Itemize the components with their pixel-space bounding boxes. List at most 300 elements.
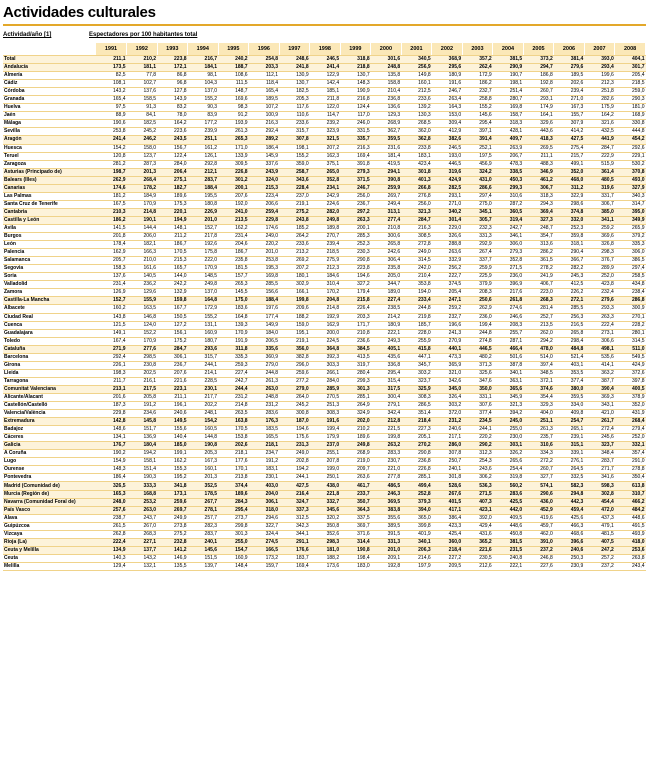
value-cell: 217,5 [127,385,158,393]
value-cell: 271,5 [462,490,493,498]
row-label: Ceuta [3,554,96,562]
value-cell: 184,1 [188,64,219,72]
value-cell: 370,8 [615,168,646,176]
value-cell: 172,9 [188,305,219,313]
row-label: Cataluña [3,345,96,353]
value-cell: 216,7 [188,56,219,64]
value-cell: 162,9 [310,321,341,329]
value-cell: 390,8 [371,176,402,184]
value-cell: 222,1 [371,329,402,337]
value-cell: 279,0 [249,361,280,369]
value-cell: 332,7 [310,498,341,506]
year-header-2002: 2002 [432,43,463,56]
value-cell: 279,1 [371,402,402,410]
value-cell: 157,7 [218,273,249,281]
value-cell: 352,8 [493,257,524,265]
row-label: Sevilla [3,128,96,136]
value-cell: 409,5 [493,514,524,522]
value-cell: 192,8 [523,80,554,88]
value-cell: 281,2 [96,160,127,168]
row-label: Málaga [3,120,96,128]
value-cell: 218,5 [310,249,341,257]
value-cell: 350,8 [310,522,341,530]
value-cell: 83,9 [188,112,219,120]
value-cell: 222,7 [432,273,463,281]
value-cell: 166,5 [249,546,280,554]
value-cell: 162,2 [218,224,249,232]
value-cell: 268,5 [401,120,432,128]
value-cell: 251,1 [188,136,219,144]
value-cell: 478,3 [493,160,524,168]
value-cell: 321,3 [401,208,432,216]
value-cell: 202,8 [279,458,310,466]
table-row [3,152,646,160]
value-cell: 270,1 [615,313,646,321]
value-cell: 246,2 [127,136,158,144]
value-cell: 275,0 [462,200,493,208]
value-cell: 205,8 [127,393,158,401]
value-cell: 244,8 [249,369,280,377]
value-cell: 261,8 [493,297,524,305]
value-cell: 206,5 [249,337,280,345]
value-cell: 210,2 [127,56,158,64]
value-cell: 270,5 [310,393,341,401]
value-cell: 287,1 [493,337,524,345]
value-cell: 363,1 [493,377,524,385]
value-cell: 274,6 [493,305,524,313]
table-row [3,345,646,353]
value-cell: 452,9 [523,506,554,514]
row-label: Valladolid [3,281,96,289]
value-cell: 265,3 [218,281,249,289]
value-cell: 300,4 [371,393,402,401]
year-header-2006: 2006 [554,43,585,56]
value-cell: 130,3 [401,112,432,120]
table-row [3,498,646,506]
value-cell: 365,2 [462,538,493,546]
value-cell: 233,8 [401,144,432,152]
value-cell: 247,1 [432,297,463,305]
value-cell: 278,1 [188,506,219,514]
value-cell: 195,5 [188,192,219,200]
value-cell: 223,4 [249,192,280,200]
value-cell: 372,6 [615,369,646,377]
value-cell: 285,1 [401,474,432,482]
row-label: Valencia/València [3,410,96,418]
value-cell: 210,0 [127,257,158,265]
value-cell: 167,3 [554,104,585,112]
value-cell: 222,9 [584,152,615,160]
value-cell: 154,7 [218,546,249,554]
value-cell: 162,3 [310,152,341,160]
value-cell: 397,8 [615,377,646,385]
value-cell: 212,5 [401,88,432,96]
value-cell: 91,2 [218,112,249,120]
value-cell: 108,6 [218,72,249,80]
value-cell: 314,5 [401,257,432,265]
value-cell: 161,6 [127,265,158,273]
value-cell: 405,1 [371,345,402,353]
value-cell: 275,2 [279,208,310,216]
value-cell: 252,7 [523,313,554,321]
value-cell: 286,8 [615,297,646,305]
value-cell: 165,4 [96,96,127,104]
value-cell: 212,8 [371,418,402,426]
value-cell: 195,1 [279,329,310,337]
value-cell: 148,1 [157,224,188,232]
value-cell: 165,4 [249,88,280,96]
value-cell: 154,9 [96,458,127,466]
value-cell: 204,8 [310,297,341,305]
value-cell: 152,7 [96,297,127,305]
value-cell: 374,8 [554,208,585,216]
value-cell: 137,6 [96,273,127,281]
table-row [3,184,646,192]
value-cell: 195,3 [249,265,280,273]
row-label: A Coruña [3,450,96,458]
value-cell: 181,1 [127,64,158,72]
value-cell: 261,3 [218,128,249,136]
value-cell: 242,2 [157,281,188,289]
value-cell: 319,6 [584,184,615,192]
value-cell: 456,9 [462,160,493,168]
value-cell: 290,8 [401,450,432,458]
value-cell: 286,6 [462,184,493,192]
value-cell: 197,6 [249,305,280,313]
value-cell: 180,1 [279,273,310,281]
value-cell: 159,0 [279,321,310,329]
value-cell: 194,6 [340,273,371,281]
year-header-2005: 2005 [523,43,554,56]
value-cell: 274,5 [249,538,280,546]
value-cell: 224,6 [310,200,341,208]
value-cell: 191,2 [127,402,158,410]
value-cell: 285,3 [340,233,371,241]
value-cell: 396,6 [554,538,585,546]
value-cell: 220,1 [157,208,188,216]
value-cell: 177,6 [218,458,249,466]
value-cell: 404,1 [615,56,646,64]
value-cell: 392,3 [310,353,341,361]
value-cell: 192,0 [218,200,249,208]
row-label: Andalucía [3,64,96,72]
row-label: Madrid (Comunidad de) [3,482,96,490]
value-cell: 256,9 [401,64,432,72]
value-cell: 345,9 [493,393,524,401]
value-cell: 235,8 [218,257,249,265]
value-cell: 118,4 [249,80,280,88]
value-cell: 216,3 [340,144,371,152]
value-cell: 202,2 [188,402,219,410]
value-cell: 306,7 [523,184,554,192]
value-cell: 215,3 [249,184,280,192]
value-cell: 221,6 [157,377,188,385]
value-cell: 200,1 [340,224,371,232]
value-cell: 231,2 [432,418,463,426]
row-label: Las Palmas [3,192,96,200]
value-cell: 237,2 [584,562,615,570]
value-cell: 334,0 [554,402,585,410]
value-cell: 365,0 [401,514,432,522]
value-cell: 227,4 [371,297,402,305]
value-cell: 170,5 [218,426,249,434]
value-cell: 293,6 [188,345,219,353]
value-cell: 204,0 [249,490,280,498]
value-cell: 265,6 [493,458,524,466]
year-header-2000: 2000 [371,43,402,56]
value-cell: 226,1 [96,361,127,369]
value-cell: 249,0 [249,233,280,241]
value-cell: 284,0 [157,160,188,168]
value-cell: 140,3 [96,554,127,562]
table-row [3,305,646,313]
table-row [3,482,646,490]
value-cell: 183,1 [249,466,280,474]
title-rule [3,24,646,26]
value-cell: 314,7 [615,200,646,208]
value-cell: 188,4 [188,184,219,192]
value-cell: 160,1 [401,80,432,88]
table-row [3,530,646,538]
row-label: León [3,241,96,249]
value-cell: 344,7 [371,281,402,289]
value-cell: 102,7 [127,80,158,88]
value-cell: 401,3 [401,176,432,184]
value-cell: 279,6 [584,297,615,305]
value-cell: 228,0 [401,329,432,337]
row-label: Lugo [3,458,96,466]
value-cell: 397,1 [462,128,493,136]
value-cell: 404,0 [523,410,554,418]
value-cell: 182,7 [157,184,188,192]
value-cell: 202,0 [340,418,371,426]
value-cell: 148,4 [218,562,249,570]
row-label: Galicia [3,442,96,450]
table-row [3,281,646,289]
value-cell: 310,6 [523,442,554,450]
value-cell: 335,3 [218,353,249,361]
value-cell: 318,3 [523,192,554,200]
year-header-2001: 2001 [401,43,432,56]
value-cell: 396,9 [493,281,524,289]
value-cell: 307,6 [462,402,493,410]
value-cell: 295,6 [432,64,463,72]
value-cell: 217,6 [493,289,524,297]
row-label: Jaén [3,112,96,120]
value-cell: 259,0 [615,88,646,96]
value-cell: 437,3 [584,514,615,522]
value-cell: 326,8 [584,241,615,249]
value-cell: 442,3 [554,498,585,506]
value-cell: 323,7 [584,442,615,450]
row-label: Lleida [3,369,96,377]
value-cell: 98,3 [218,104,249,112]
value-cell: 209,5 [432,562,463,570]
value-cell: 480,2 [462,353,493,361]
value-cell: 362,0 [401,128,432,136]
value-cell: 359,5 [371,136,402,144]
value-cell: 145,5 [218,289,249,297]
value-cell: 273,1 [584,329,615,337]
year-header-1992: 1992 [127,43,158,56]
value-cell: 205,3 [279,96,310,104]
row-label: Ávila [3,224,96,232]
value-cell: 378,9 [615,393,646,401]
value-cell: 217,8 [188,233,219,241]
value-cell: 249,9 [157,514,188,522]
value-cell: 240,1 [432,466,463,474]
value-cell: 401,9 [401,530,432,538]
value-cell: 303,3 [310,361,341,369]
value-cell: 222,1 [493,562,524,570]
value-cell: 154,2 [96,144,127,152]
value-cell: 189,5 [554,72,585,80]
table-row [3,426,646,434]
value-cell: 231,4 [218,233,249,241]
value-cell: 197,9 [401,562,432,570]
value-cell: 285,9 [310,385,341,393]
value-cell: 397,4 [523,361,554,369]
value-cell: 353,5 [554,369,585,377]
value-cell: 326,4 [432,393,463,401]
value-cell: 299,8 [218,522,249,530]
value-cell: 232,4 [584,289,615,297]
value-cell: 223,8 [340,265,371,273]
value-cell: 317,5 [371,385,402,393]
value-cell: 389,5 [371,522,402,530]
value-cell: 137,0 [188,88,219,96]
value-cell: 251,8 [584,88,615,96]
value-cell: 348,5 [523,369,554,377]
value-cell: 98,1 [188,72,219,80]
value-cell: 373,2 [523,56,554,64]
value-cell: 210,8 [340,329,371,337]
row-label: Cantabria [3,208,96,216]
value-cell: 423,4 [401,160,432,168]
value-cell: 211,1 [96,56,127,64]
value-cell: 170,5 [157,249,188,257]
value-cell: 249,0 [401,249,432,257]
value-cell: 321,6 [584,120,615,128]
value-cell: 173,2 [249,554,280,562]
value-cell: 276,1 [554,458,585,466]
value-cell: 263,0 [127,506,158,514]
value-cell: 214,8 [218,402,249,410]
value-cell: 289,9 [584,265,615,273]
value-cell: 339,1 [554,450,585,458]
value-cell: 214,8 [310,305,341,313]
value-cell: 274,8 [462,337,493,345]
row-label: Soria [3,273,96,281]
value-cell: 241,3 [432,329,463,337]
value-cell: 260,7 [523,466,554,474]
value-cell: 321,5 [310,136,341,144]
value-cell: 442,0 [493,506,524,514]
value-cell: 240,8 [493,554,524,562]
value-cell: 374,6 [523,385,554,393]
value-cell: 263,3 [584,313,615,321]
value-cell: 240,6 [157,410,188,418]
row-label: Asturias (Principado de) [3,168,96,176]
value-cell: 223,6 [157,128,188,136]
value-cell: 165,5 [249,434,280,442]
value-cell: 264,2 [279,233,310,241]
value-cell: 359,0 [279,160,310,168]
value-cell: 265,3 [218,136,249,144]
value-cell: 199,8 [279,297,310,305]
value-cell: 136,9 [127,434,158,442]
value-cell: 415,8 [401,345,432,353]
value-cell: 360,9 [249,353,280,361]
value-cell: 236,7 [157,361,188,369]
row-label: Rioja (La) [3,538,96,546]
value-cell: 374,5 [432,281,463,289]
value-cell: 261,7 [584,418,615,426]
value-cell: 218,4 [401,418,432,426]
value-cell: 251,3 [310,402,341,410]
value-cell: 242,9 [310,192,341,200]
value-cell: 417,1 [432,506,463,514]
value-cell: 280,7 [493,96,524,104]
value-cell: 203,3 [340,313,371,321]
value-cell: 230,9 [554,562,585,570]
value-cell: 221,0 [371,466,402,474]
value-cell: 271,0 [554,96,585,104]
value-cell: 234,7 [249,450,280,458]
value-cell: 231,3 [279,442,310,450]
value-cell: 182,5 [127,120,158,128]
value-cell: 170,9 [127,337,158,345]
value-cell: 130,9 [279,72,310,80]
value-cell: 133,9 [218,152,249,160]
value-cell: 181,4 [371,152,402,160]
row-label: Badajoz [3,426,96,434]
value-cell: 258,8 [462,96,493,104]
value-cell: 303,1 [493,442,524,450]
value-cell: 307,9 [554,120,585,128]
row-label: Alicante/Alacant [3,393,96,401]
value-cell: 155,9 [127,297,158,305]
value-cell: 139,3 [218,321,249,329]
value-cell: 230,0 [493,434,524,442]
value-cell: 238,4 [615,289,646,297]
value-cell: 250,7 [432,458,463,466]
value-cell: 211,2 [157,233,188,241]
value-cell: 198,4 [340,554,371,562]
value-cell: 263,6 [340,474,371,482]
value-cell: 499,1 [554,160,585,168]
value-cell: 234,5 [462,418,493,426]
value-cell: 284,7 [401,216,432,224]
value-cell: 143,2 [96,88,127,96]
value-cell: 289,2 [249,136,280,144]
table-row [3,257,646,265]
value-cell: 613,8 [615,482,646,490]
value-cell: 190,3 [127,474,158,482]
value-cell: 180,8 [188,200,219,208]
value-cell: 241,8 [279,64,310,72]
value-cell: 324,9 [340,410,371,418]
value-cell: 350,4 [615,474,646,482]
value-cell: 219,8 [401,313,432,321]
value-cell: 306,4 [371,257,402,265]
value-cell: 424,9 [615,361,646,369]
value-cell: 162,9 [96,249,127,257]
value-cell: 454,4 [584,498,615,506]
value-cell: 461,2 [523,176,554,184]
value-cell: 403,1 [554,361,585,369]
value-cell: 259,4 [249,208,280,216]
